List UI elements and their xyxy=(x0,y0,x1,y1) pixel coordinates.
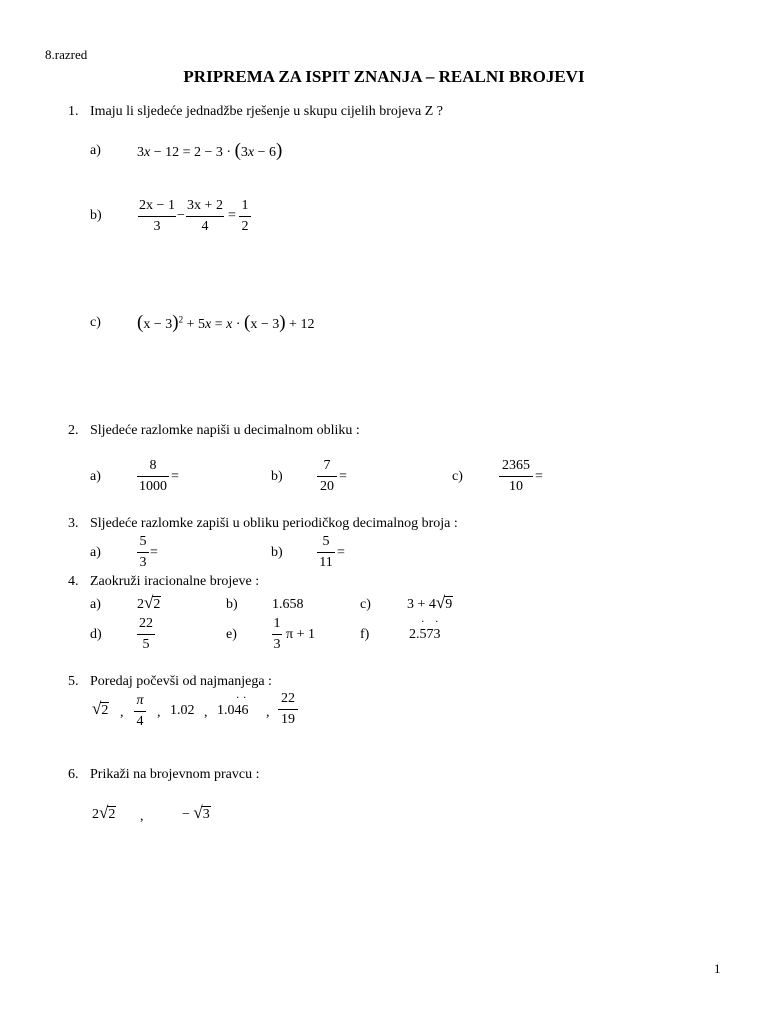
q2b-label: b) xyxy=(271,469,283,484)
q2c-fraction: 2365 10 xyxy=(499,459,533,494)
q2c-label: c) xyxy=(452,469,463,484)
q2b-fraction: 7 20 xyxy=(317,459,337,494)
question-1-number: 1. xyxy=(68,104,79,119)
q5-value-1: 1.02 xyxy=(170,703,195,718)
q1a-equation: 3x − 12 = 2 − 3 · (3x − 6) xyxy=(137,140,283,161)
q5-fraction: 22 19 xyxy=(278,692,298,727)
q4a-label: a) xyxy=(90,597,101,612)
q3a-label: a) xyxy=(90,545,101,560)
q4d-fraction: 22 5 xyxy=(139,616,153,652)
q3a-equals: = xyxy=(150,545,158,560)
q5-sep-2: , xyxy=(157,705,161,720)
page-title: PRIPREMA ZA ISPIT ZNANJA – REALNI BROJEVI xyxy=(183,67,585,86)
q4a-expression: 2√2 xyxy=(137,593,161,612)
q4f-value: 2.˙ 57˙ 3 xyxy=(409,628,441,642)
q4b-label: b) xyxy=(226,597,238,612)
q2a-label: a) xyxy=(90,469,101,484)
question-4-number: 4. xyxy=(68,574,79,589)
question-3-text: Sljedeće razlomke zapiši u obliku periodičkog decimalnog broja : xyxy=(90,516,458,531)
question-1-text: Imaju li sljedeće jednadžbe rješenje u skupu cijelih brojeva Z ? xyxy=(90,104,443,119)
q4d-label: d) xyxy=(90,627,102,642)
q6-expression-1: 2√2 xyxy=(92,803,116,822)
question-6-text: Prikaži na brojevnom pravcu : xyxy=(90,767,260,782)
q4e-fraction: 1 3 xyxy=(273,616,281,652)
q4c-expression: 3 + 4√9 xyxy=(407,593,453,612)
q2b-equals: = xyxy=(339,469,347,484)
q1b-fraction-3: 1 2 xyxy=(239,199,251,234)
q6-sep: , xyxy=(140,809,144,824)
question-4-text: Zaokruži iracionalne brojeve : xyxy=(90,574,260,589)
q5-sqrt2: √2 xyxy=(92,699,109,718)
q3a-fraction: 5 3 xyxy=(137,535,149,570)
grade-label: 8.razred xyxy=(45,47,88,62)
q4f-label: f) xyxy=(360,627,370,642)
q3b-label: b) xyxy=(271,545,283,560)
question-2-text: Sljedeće razlomke napiši u decimalnom obliku : xyxy=(90,423,360,438)
q4b-value: 1.658 xyxy=(272,597,304,612)
q5-sep-4: , xyxy=(266,705,270,720)
q2a-equals: = xyxy=(171,469,179,484)
q5-sep-3: , xyxy=(204,705,208,720)
q2a-fraction: 8 1000 xyxy=(139,458,167,494)
q1b-fraction-1: 2x − 1 3 xyxy=(139,198,175,234)
q1b-label: b) xyxy=(90,208,102,223)
question-5-number: 5. xyxy=(68,674,79,689)
q1b-minus: − xyxy=(177,208,185,223)
q1b-equals: = xyxy=(228,208,236,223)
q4e-tail: π + 1 xyxy=(286,627,315,642)
q5-value-2: 1.0˙ 4˙ 6 xyxy=(217,704,249,718)
q2c-equals: = xyxy=(535,469,543,484)
q1c-equation: $(x - 3)^2 + 5x = x \cdot (x - 3) + 12$ xyxy=(137,312,315,333)
q6-expression-2: − √3 xyxy=(182,803,210,822)
q5-sep-1: , xyxy=(120,705,124,720)
question-5-text: Poredaj počevši od najmanjega : xyxy=(90,674,272,689)
q3b-equals: = xyxy=(337,545,345,560)
q1b-fraction-2: 3x + 2 4 xyxy=(187,198,223,234)
q4e-label: e) xyxy=(226,627,237,642)
q4c-label: c) xyxy=(360,597,371,612)
q5-pi-fraction: π 4 xyxy=(134,694,146,729)
q3b-fraction: 5 11 xyxy=(317,535,335,570)
q1a-label: a) xyxy=(90,143,101,158)
question-2-number: 2. xyxy=(68,423,79,438)
q1c-label: c) xyxy=(90,315,101,330)
question-6-number: 6. xyxy=(68,767,79,782)
page-number: 1 xyxy=(714,961,721,976)
question-3-number: 3. xyxy=(68,516,79,531)
